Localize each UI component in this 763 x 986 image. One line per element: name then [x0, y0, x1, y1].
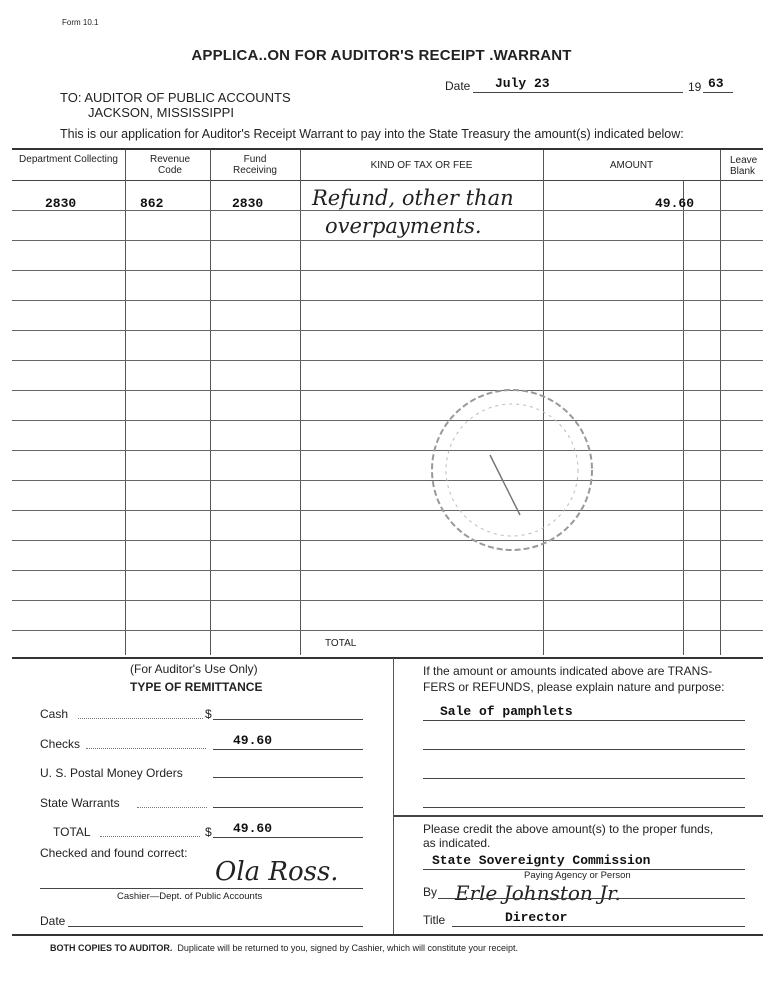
explanation-prompt	[423, 663, 724, 695]
cashier-label: Cashier—Dept. of Public Accounts	[117, 891, 263, 902]
table-row-line	[12, 540, 763, 541]
by-label: By	[423, 885, 438, 899]
credit-text	[423, 822, 713, 850]
date-month-day: July 23	[495, 76, 550, 91]
paying-agency-label: Paying Agency or Person	[524, 870, 631, 881]
header-fund: Fund Receiving	[233, 154, 277, 176]
explanation-prompt-line2: FERS or REFUNDS, please explain nature and purpose:	[423, 680, 725, 694]
intro-text: This is our application for Auditor's Receipt Warrant to pay into the State Treasury the amount(s) indicated below:	[60, 127, 684, 141]
year-prefix: 19	[688, 80, 702, 94]
table-row-line	[12, 360, 763, 361]
remittance-title: TYPE OF REMITTANCE	[130, 680, 263, 694]
date-label: Date	[445, 79, 471, 93]
credit-line2: as indicated.	[423, 836, 491, 850]
table-row-line	[12, 570, 763, 571]
form-number: Form 10.1	[62, 18, 99, 27]
total-label: TOTAL	[53, 825, 91, 839]
table-row-line	[12, 240, 763, 241]
header-revenue-code: Revenue Code	[149, 154, 191, 176]
cell-kind-line1: Refund, other than	[312, 186, 514, 210]
footer-note	[50, 943, 518, 953]
table-row-line	[12, 510, 763, 511]
checks-value: 49.60	[233, 733, 273, 748]
postal-label: U. S. Postal Money Orders	[40, 766, 183, 780]
table-row-line	[12, 600, 763, 601]
paying-agency: State Sovereignty Commission	[432, 853, 651, 868]
cell-fund: 2830	[232, 196, 264, 211]
total-currency: $	[205, 825, 212, 839]
date-bottom-label: Date	[40, 914, 66, 928]
table-row-line	[12, 270, 763, 271]
total-value: 49.60	[233, 821, 273, 836]
checked-label: Checked and found correct:	[40, 846, 188, 860]
cashier-signature: Ola Ross.	[215, 857, 339, 887]
table-row-line	[12, 420, 763, 421]
header-department: Department Collecting	[19, 154, 118, 165]
title-value: Director	[505, 910, 568, 925]
received-stamp-icon	[420, 385, 605, 560]
cell-department: 2830	[45, 196, 77, 211]
addressee-line1: TO: AUDITOR OF PUBLIC ACCOUNTS	[60, 90, 291, 105]
addressee-line2: JACKSON, MISSISSIPPI	[88, 105, 234, 120]
table-row-line	[12, 480, 763, 481]
table-row-line	[12, 390, 763, 391]
explanation-prompt-line1: If the amount or amounts indicated above are TRANS-	[423, 664, 713, 678]
table-total-label: TOTAL	[325, 638, 357, 649]
table-row-line	[12, 450, 763, 451]
title-label: Title	[423, 913, 446, 927]
checks-label: Checks	[40, 737, 81, 751]
page-title: APPLICA..ON FOR AUDITOR'S RECEIPT .WARRANT	[191, 47, 572, 64]
footer-bold: BOTH COPIES TO AUDITOR.	[50, 943, 173, 953]
cash-label: Cash	[40, 707, 69, 721]
cell-kind-line2: overpayments.	[325, 214, 482, 238]
date-year: 63	[708, 76, 724, 91]
table-row-line	[12, 630, 763, 631]
table-row-line	[12, 210, 763, 211]
cell-amount: 49.60	[655, 196, 695, 211]
director-signature: Erle Johnston Jr.	[455, 881, 621, 905]
explanation-value: Sale of pamphlets	[440, 704, 573, 719]
cell-revenue-code: 862	[140, 196, 164, 211]
header-amount: AMOUNT	[609, 160, 654, 171]
footer-text: Duplicate will be returned to you, signed by Cashier, which will constitute your receipt.	[177, 943, 519, 953]
table-row-line	[12, 300, 763, 301]
auditor-use-note: (For Auditor's Use Only)	[130, 662, 258, 676]
header-kind: KIND OF TAX OR FEE	[370, 160, 473, 171]
credit-line1: Please credit the above amount(s) to the proper funds,	[423, 822, 714, 836]
table-row-line	[12, 330, 763, 331]
warrants-label: State Warrants	[40, 796, 120, 810]
header-leave-blank: Leave Blank	[730, 155, 758, 177]
currency-symbol: $	[205, 707, 212, 721]
